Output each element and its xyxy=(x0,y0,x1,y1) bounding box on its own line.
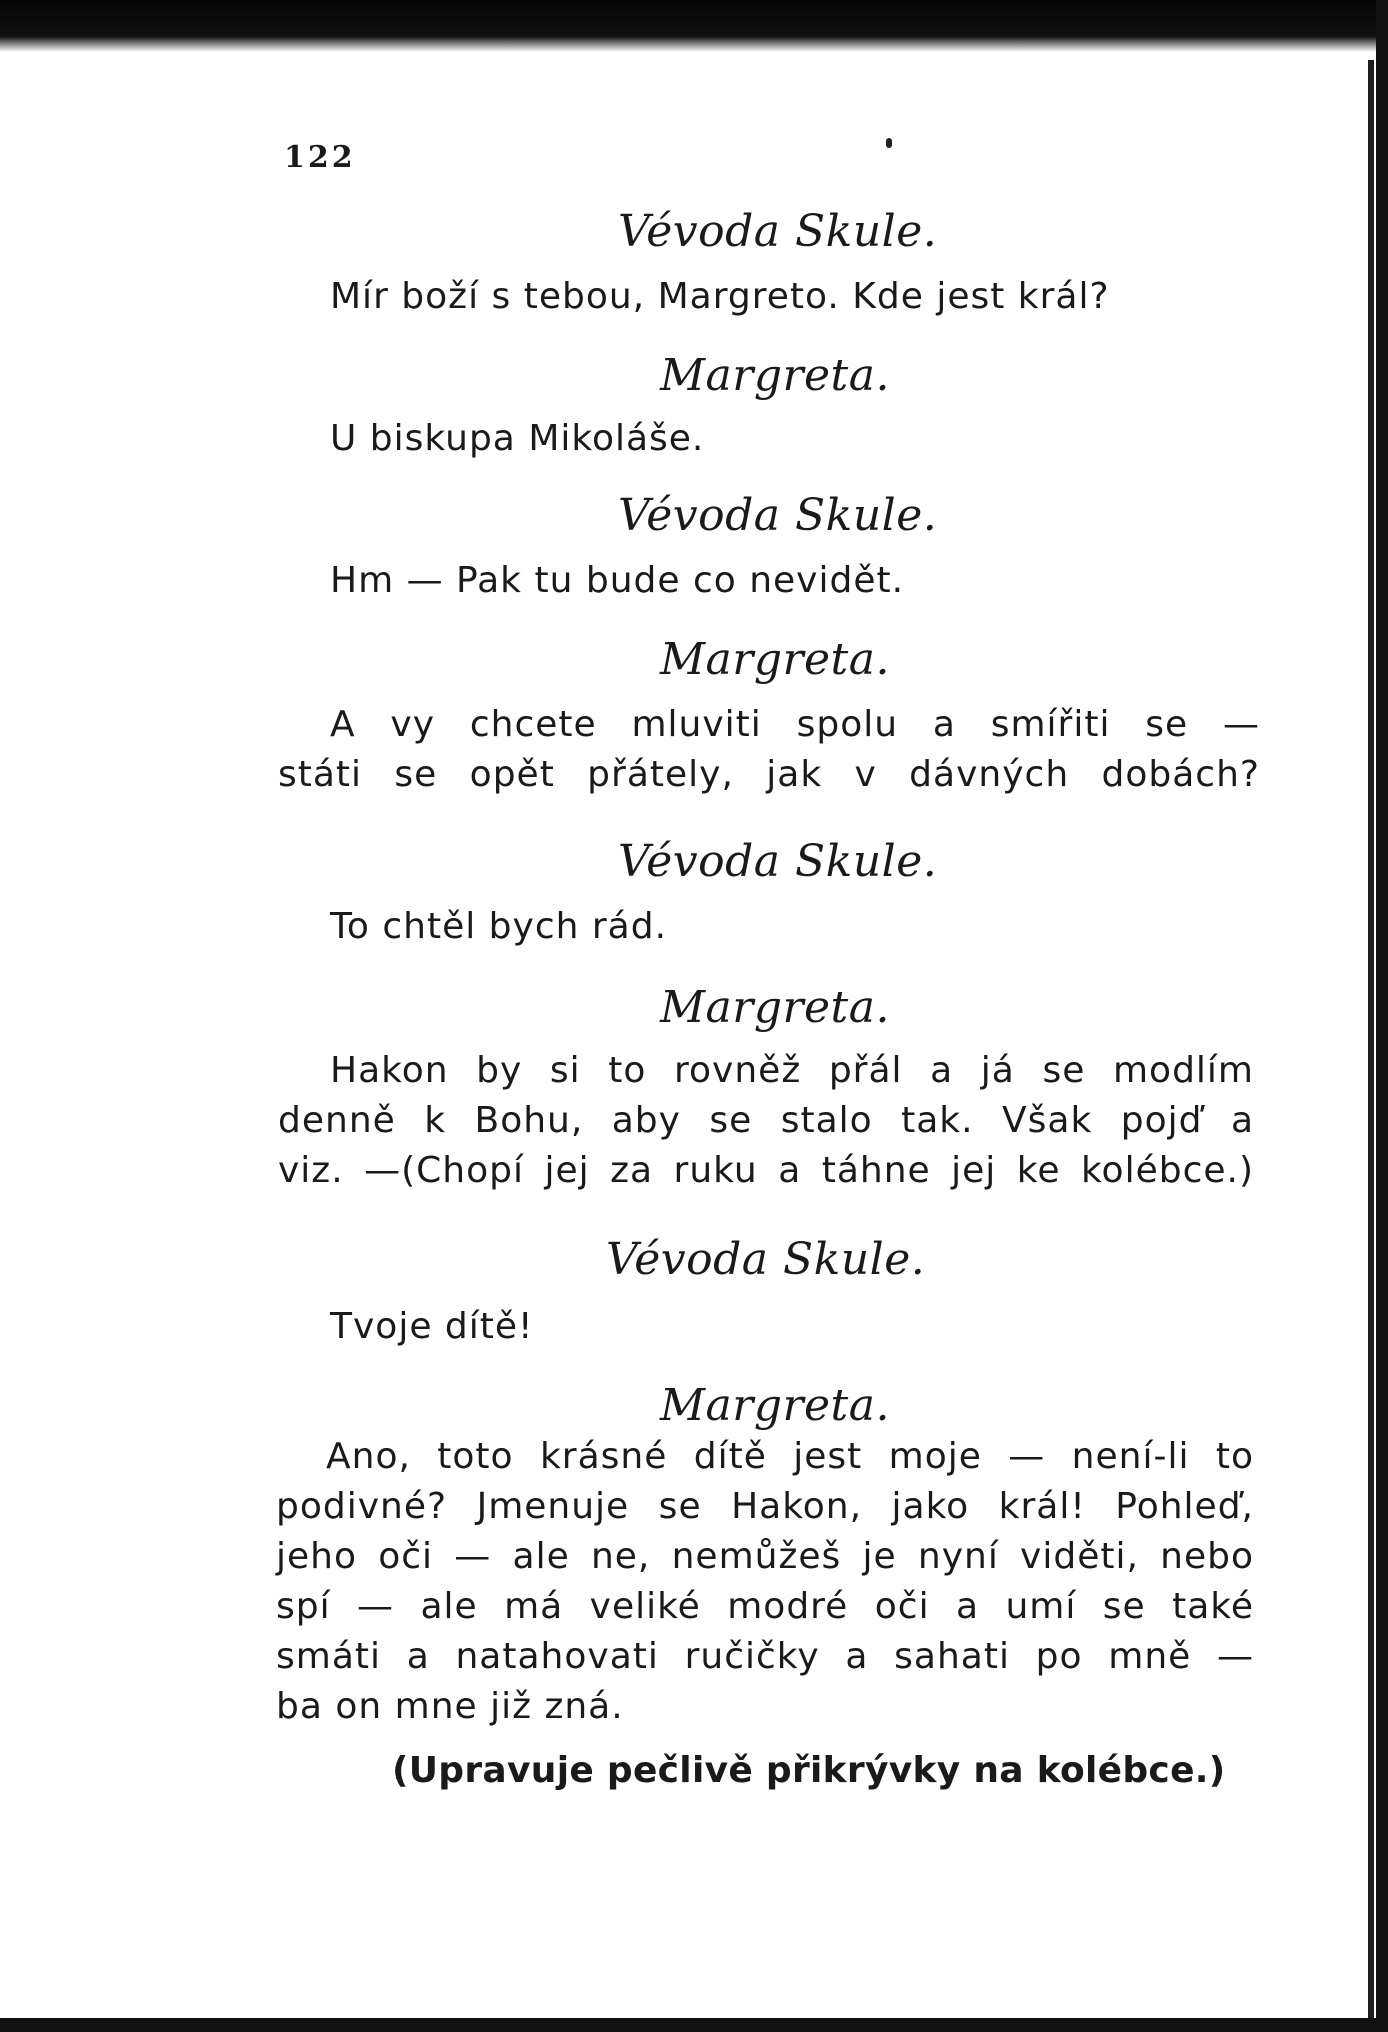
speaker-name: Vévoda Skule. xyxy=(606,1234,926,1285)
dialogue-line: A vy chcete mluviti spolu a smířiti se — xyxy=(330,704,1260,745)
dialogue-line: Hm — Pak tu bude co nevidět. xyxy=(330,560,905,601)
page-number: 122 xyxy=(284,140,356,175)
dialogue-line: Hakon by si to rovněž přál a já se modlím xyxy=(330,1050,1254,1091)
speaker-name: Vévoda Skule. xyxy=(618,836,938,887)
dialogue-line: Mír boží s tebou, Margreto. Kde jest král? xyxy=(330,276,1110,317)
speaker-name: Vévoda Skule. xyxy=(618,490,938,541)
dialogue-line: státi se opět přátely, jak v dávných dobách? xyxy=(278,754,1260,795)
dialogue-line: podivné? Jmenuje se Hakon, jako král! Pohleď, xyxy=(276,1486,1254,1527)
speaker-name: Vévoda Skule. xyxy=(618,206,938,257)
dialogue-line: denně k Bohu, aby se stalo tak. Však pojď a xyxy=(278,1100,1254,1141)
dialogue-line: Ano, toto krásné dítě jest moje — není-li to xyxy=(326,1436,1254,1477)
dialogue-line: Tvoje dítě! xyxy=(330,1306,534,1347)
dialogue-line: viz. —(Chopí jej za ruku a táhne jej ke kolébce.) xyxy=(278,1150,1254,1191)
speaker-name: Margreta. xyxy=(660,350,890,401)
dialogue-line: To chtěl bych rád. xyxy=(330,906,668,947)
speaker-name: Margreta. xyxy=(660,982,890,1033)
dialogue-line: jeho oči — ale ne, nemůžeš je nyní viděti, nebo xyxy=(276,1536,1254,1577)
dialogue-line: U biskupa Mikoláše. xyxy=(330,418,705,459)
dialogue-line: spí — ale má veliké modré oči a umí se také xyxy=(276,1586,1254,1627)
stage-direction: (Upravuje pečlivě přikrývky na kolébce.) xyxy=(392,1750,1226,1791)
speaker-name: Margreta. xyxy=(660,634,890,685)
dialogue-line: ba on mne již zná. xyxy=(276,1686,624,1727)
speaker-name: Margreta. xyxy=(660,1380,890,1431)
dialogue-line: smáti a natahovati ručičky a sahati po mně — xyxy=(276,1636,1254,1677)
